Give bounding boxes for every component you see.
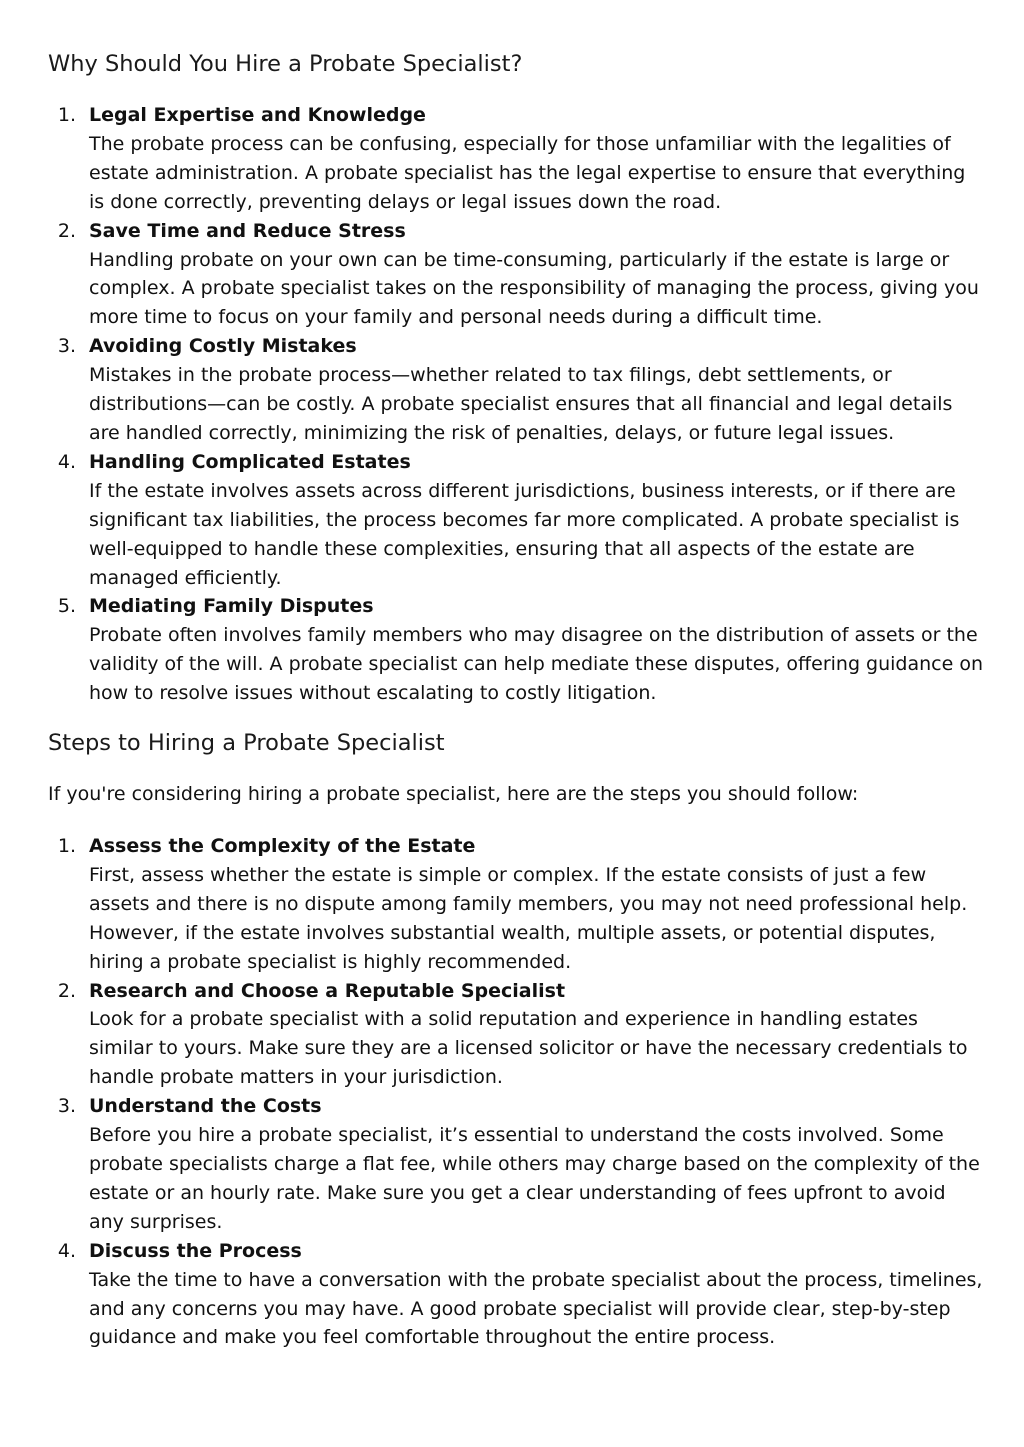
item-body: If the estate involves assets across different jurisdictions, business interests, or if there are significant tax liabilities, the process becomes far more complicated. A probate specialist is well-equipped to handle these complexities, ensuring that all aspects of the estate are managed efficiently. — [89, 479, 960, 589]
item-body: The probate process can be confusing, especially for those unfamiliar with the legalities of estate administration. A probate specialist has the legal expertise to ensure that everything is done correctly, preventing delays or legal issues down the road. — [89, 132, 966, 213]
item-number: 2. — [57, 979, 76, 1002]
section-heading-why-hire: Why Should You Hire a Probate Specialist? — [48, 51, 523, 77]
item-number: 4. — [57, 450, 76, 473]
reasons-list — [48, 101, 984, 708]
item-title: Research and Choose a Reputable Specialist — [89, 979, 566, 1002]
list-item — [48, 217, 984, 333]
steps-list — [48, 832, 984, 1352]
item-number: 1. — [57, 104, 76, 126]
item-title: Understand the Costs — [89, 1095, 322, 1118]
item-body: Before you hire a probate specialist, it’s essential to understand the costs involved. Some probate specialists charge a flat fee, while others may charge based on the complexity of the estate or an hourly rate. Make sure you get a clear understanding of fees upfront to avoid any surprises. — [89, 1124, 980, 1233]
list-item — [48, 1237, 984, 1353]
item-number: 5. — [57, 595, 76, 618]
list-item — [48, 592, 984, 708]
list-item — [48, 448, 984, 593]
item-number: 3. — [57, 1095, 76, 1118]
list-item — [48, 332, 984, 448]
item-body: Take the time to have a conversation with the probate specialist about the process, timelines, and any concerns you may have. A good probate specialist will provide clear, step-by-step guidance and make you feel comfortable throughout the entire process. — [89, 1268, 983, 1349]
item-number: 1. — [57, 835, 76, 858]
item-body: Probate often involves family members who may disagree on the distribution of assets or the validity of the will. A probate specialist can help mediate these disputes, offering guidance on how to resolve issues without escalating to costly litigation. — [89, 624, 984, 705]
list-item — [48, 832, 984, 977]
item-title: Save Time and Reduce Stress — [89, 219, 406, 242]
list-item — [48, 977, 984, 1093]
section-heading-steps: Steps to Hiring a Probate Specialist — [48, 730, 445, 757]
item-body: Handling probate on your own can be time-consuming, particularly if the estate is large or complex. A probate specialist takes on the responsibility of managing the process, giving you more time to focus on your family and personal needs during a difficult time. — [89, 248, 979, 329]
item-title: Avoiding Costly Mistakes — [89, 335, 357, 358]
item-body: First, assess whether the estate is simple or complex. If the estate consists of just a few assets and there is no dispute among family members, you may not need professional help. However, if the estate involves substantial wealth, multiple assets, or potential disputes, hiring a probate specialist is highly recommended. — [89, 863, 968, 973]
item-number: 3. — [57, 335, 76, 358]
item-title: Discuss the Process — [89, 1239, 302, 1262]
item-body: Look for a probate specialist with a solid reputation and experience in handling estates similar to yours. Make sure they are a licensed solicitor or have the necessary credentials to handle probate matters in your jurisdiction. — [89, 1008, 968, 1089]
list-item — [48, 101, 984, 217]
item-title: Handling Complicated Estates — [89, 450, 411, 473]
item-number: 4. — [57, 1239, 76, 1262]
item-number: 2. — [57, 219, 76, 242]
list-item — [48, 1092, 984, 1237]
item-body: Mistakes in the probate process—whether related to tax filings, debt settlements, or distributions—can be costly. A probate specialist ensures that all financial and legal details are handled correctly, minimizing the risk of penalties, delays, or future legal issues. — [89, 364, 953, 444]
item-title: Mediating Family Disputes — [89, 595, 374, 618]
steps-intro-paragraph: If you're considering hiring a probate specialist, here are the steps you should follow: — [48, 783, 859, 806]
item-title: Assess the Complexity of the Estate — [89, 835, 476, 858]
item-title: Legal Expertise and Knowledge — [89, 104, 426, 126]
